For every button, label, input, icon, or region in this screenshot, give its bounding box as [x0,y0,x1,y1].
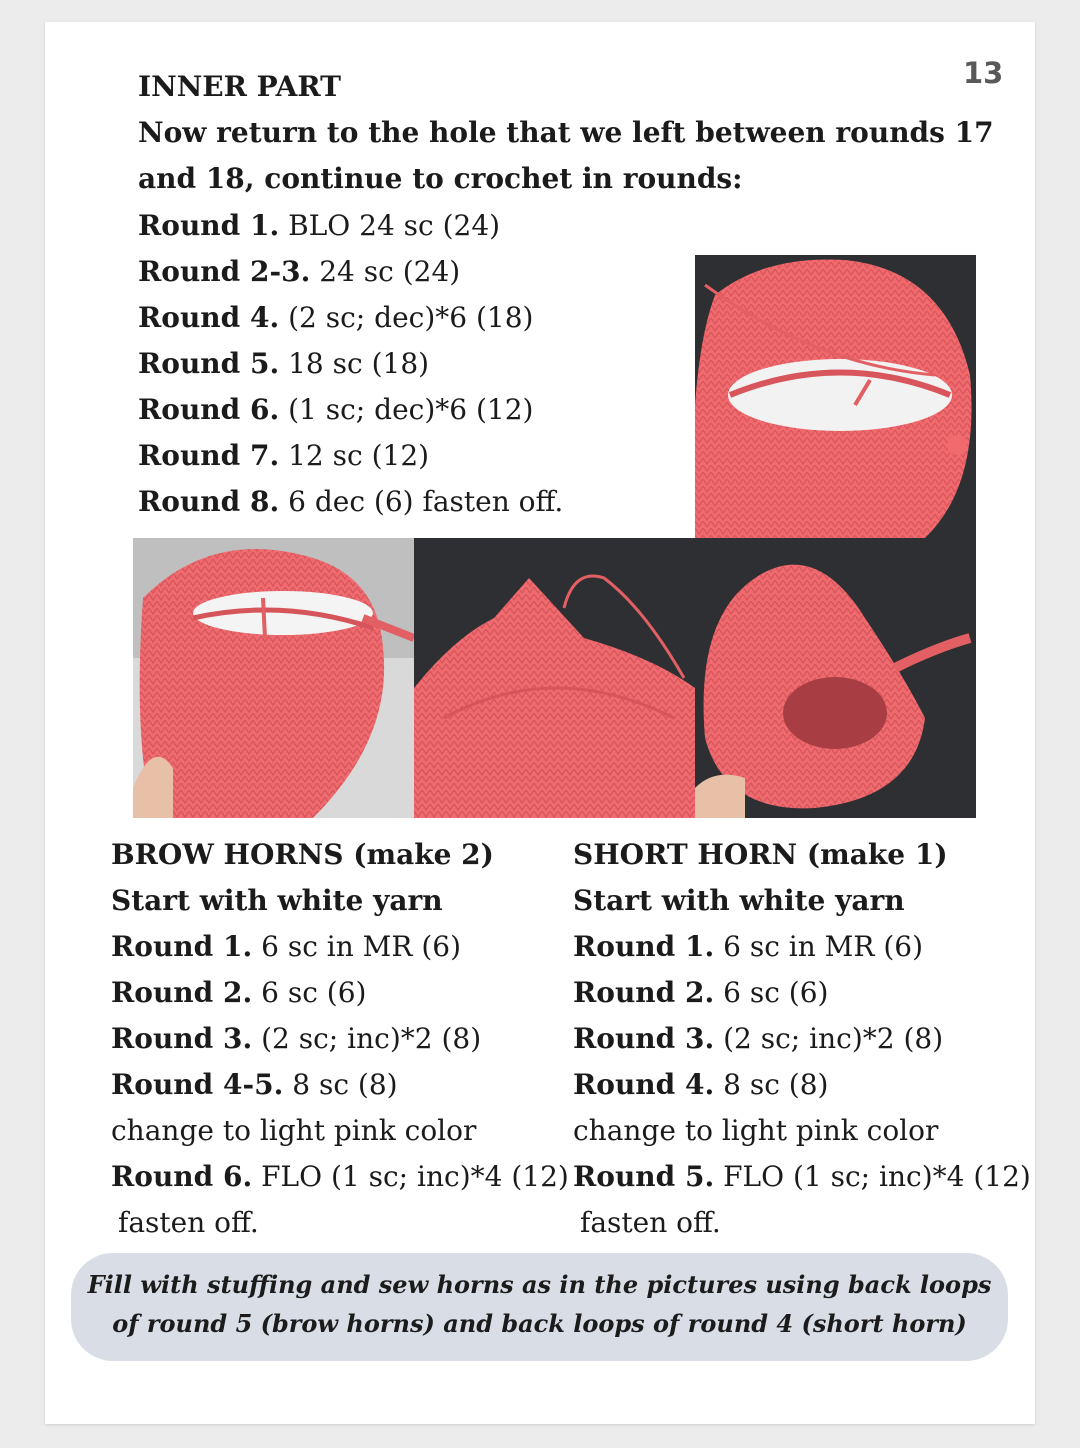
short-round-1: Round 1. 6 sc in MR (6) [573,930,923,963]
short-round-5: Round 5. FLO (1 sc; inc)*4 (12) [573,1160,1031,1193]
inner-part-title: INNER PART [138,70,341,103]
photo-inner-part-1 [133,538,414,818]
short-color-change: change to light pink color [573,1114,939,1147]
stuffing-note [71,1253,1008,1361]
brow-round-3: Round 3. (2 sc; inc)*2 (8) [111,1022,482,1055]
brow-fasten-off: fasten off. [118,1206,259,1239]
inner-round-4: Round 4. (2 sc; dec)*6 (18) [138,301,534,334]
inner-round-6: Round 6. (1 sc; dec)*6 (12) [138,393,534,426]
brow-horns-title: BROW HORNS (make 2) [111,838,494,871]
short-fasten-off: fasten off. [580,1206,721,1239]
note-line1: Fill with stuffing and sew horns as in the pictures using back loops [87,1270,992,1299]
short-round-4: Round 4. 8 sc (8) [573,1068,829,1101]
brow-round-1: Round 1. 6 sc in MR (6) [111,930,461,963]
brow-round-4-5: Round 4-5. 8 sc (8) [111,1068,398,1101]
short-round-2: Round 2. 6 sc (6) [573,976,829,1009]
photo-inner-part-top [695,255,976,538]
short-horn-subtitle: Start with white yarn [573,884,905,917]
inner-part-intro-line2: and 18, continue to crochet in rounds: [138,162,743,195]
page [45,22,1035,1424]
brow-horns-subtitle: Start with white yarn [111,884,443,917]
inner-round-5: Round 5. 18 sc (18) [138,347,430,380]
short-horn-title: SHORT HORN (make 1) [573,838,948,871]
inner-round-7: Round 7. 12 sc (12) [138,439,430,472]
brow-round-6: Round 6. FLO (1 sc; inc)*4 (12) [111,1160,569,1193]
inner-part-intro-line1: Now return to the hole that we left between rounds 17 [138,116,994,149]
short-round-3: Round 3. (2 sc; inc)*2 (8) [573,1022,944,1055]
photo-inner-part-2 [414,538,695,818]
note-line2: of round 5 (brow horns) and back loops of round 4 (short horn) [112,1309,967,1338]
photo-inner-part-3 [695,538,976,818]
page-number: 13 [963,56,1004,90]
inner-round-1: Round 1. BLO 24 sc (24) [138,209,501,242]
inner-round-2-3: Round 2-3. 24 sc (24) [138,255,461,288]
brow-color-change: change to light pink color [111,1114,477,1147]
inner-round-8: Round 8. 6 dec (6) fasten off. [138,485,564,518]
brow-round-2: Round 2. 6 sc (6) [111,976,367,1009]
